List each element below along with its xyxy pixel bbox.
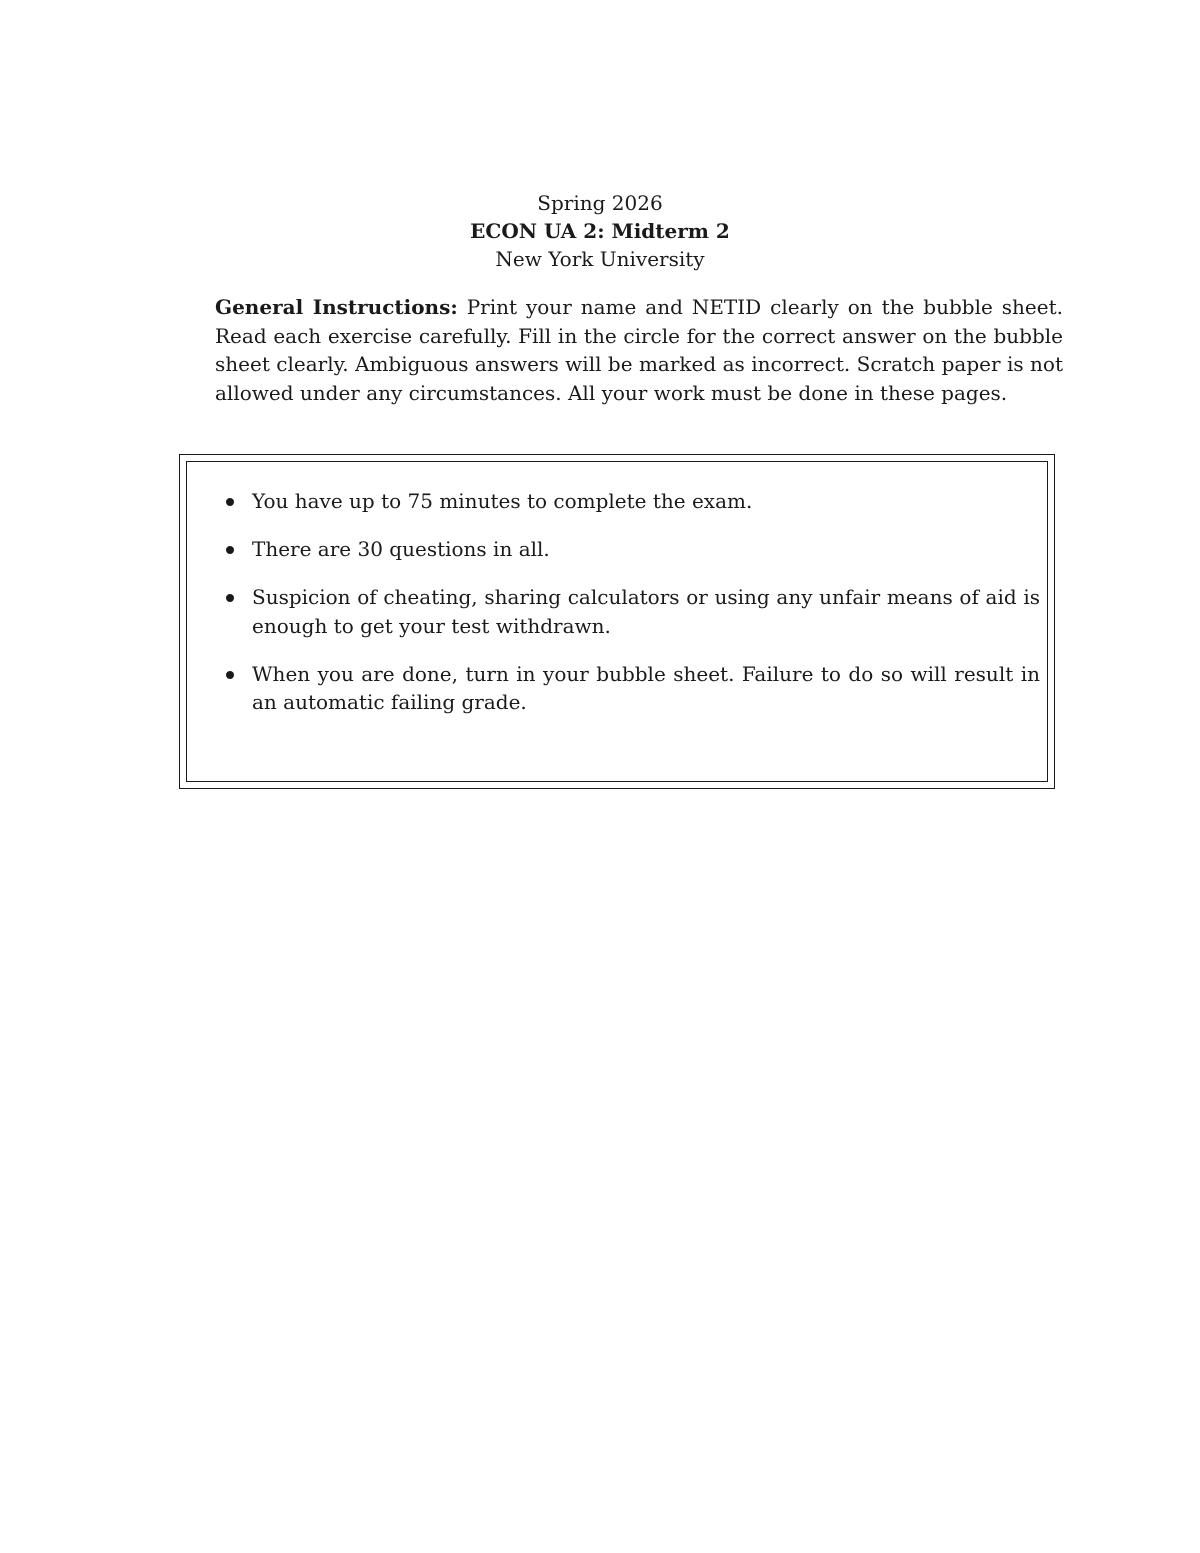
exam-title: ECON UA 2: Midterm 2 [470, 219, 730, 243]
bullet-icon [226, 594, 234, 602]
rule-item [226, 487, 1040, 516]
rule-item [226, 535, 1040, 564]
rule-text: When you are done, turn in your bubble sheet. Failure to do so will result in an automatic failing grade. [252, 661, 1040, 714]
bullet-icon [226, 498, 234, 506]
university-name: New York University [495, 247, 705, 271]
bullet-icon [226, 546, 234, 554]
rule-text: There are 30 questions in all. [252, 537, 550, 561]
bullet-icon [226, 671, 234, 679]
rule-text: You have up to 75 minutes to complete the exam. [252, 489, 753, 513]
rule-text: Suspicion of cheating, sharing calculators or using any unfair means of aid is enough to get your test withdrawn. [252, 585, 1040, 638]
general-instructions [215, 293, 1063, 407]
exam-term: Spring 2026 [537, 191, 663, 215]
rule-item [226, 583, 1040, 640]
rule-item [226, 660, 1040, 717]
instructions-body: Print your name and NETID clearly on the bubble sheet. Read each exercise carefully. Fill in the circle for the correct answer on the bubble sheet clearly. Ambiguous answers will be marked as incorrect. Scratch paper is not allowed under any circumstances. All your work must be done in these pages. [215, 295, 1063, 405]
instructions-heading: General Instructions: [215, 295, 458, 319]
exam-rules-list [226, 487, 1040, 736]
